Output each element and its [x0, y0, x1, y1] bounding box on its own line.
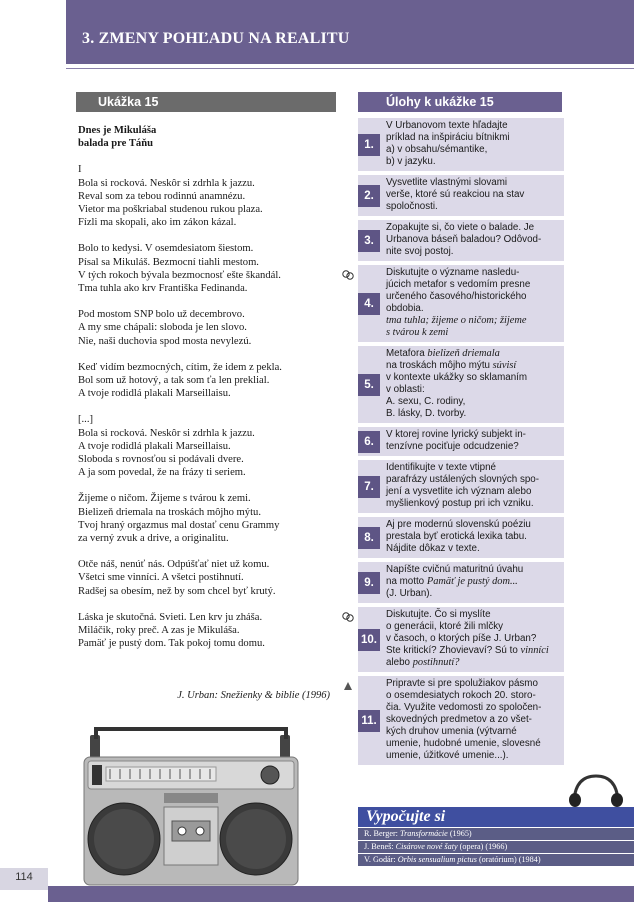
task-number: 3. — [358, 230, 380, 252]
task-number-cell — [358, 562, 380, 603]
task-line: Identifikujte v texte vtipné — [386, 462, 497, 473]
task-line: Diskutujte. Čo si myslíte — [386, 609, 491, 620]
task-item — [358, 460, 564, 513]
task-line: verše, ktoré sú reakciou na stav — [386, 189, 525, 200]
poem-line: Bolo to kedysi. V osemdesiatom šiestom. — [78, 243, 254, 255]
poem-line: Keď vidím bezmocných, cítim, že idem z pekla. — [78, 361, 282, 373]
task-line: Ste kritickí? Zhovievaví? Sú to vinníci — [386, 645, 549, 656]
task-line: o generácii, ktoré žili mlčky — [386, 621, 504, 632]
poem-title: Dnes je Mikuláša balada pre Táňu — [78, 125, 157, 150]
task-number-cell — [358, 265, 380, 342]
task-line: V ktorej rovine lyrický subjekt in- — [386, 429, 526, 440]
task-number-cell — [358, 517, 380, 558]
listen-item: V. Godár: Orbis sensualium pictus (oratórium) (1984) — [358, 854, 634, 866]
task-line: skovedných predmetov a zo všet- — [386, 714, 532, 725]
task-text — [380, 427, 564, 456]
task-line: v časoch, o ktorých píše J. Urban? — [386, 633, 537, 644]
task-number-cell — [358, 607, 380, 672]
task-text — [380, 265, 564, 342]
task-text — [380, 562, 564, 603]
task-item — [358, 265, 564, 342]
poem-line: Bielizeň driemala na troskách môjho mýtu. — [78, 506, 261, 518]
poem-attribution: J. Urban: Snežienky & biblie (1996) — [177, 690, 330, 701]
task-line: V Urbanovom texte hľadajte — [386, 120, 508, 131]
task-number-cell — [358, 118, 380, 171]
task-line: Urbanova báseň baladou? Odôvod- — [386, 234, 542, 245]
task-text — [380, 607, 564, 672]
poem-line: I — [78, 164, 82, 176]
task-number: 11. — [358, 710, 380, 732]
task-number: 10. — [358, 629, 380, 651]
poem-line: Tma tuhla ako krv Františka Fedinanda. — [78, 283, 248, 295]
task-line: jení a vysvetlite ich význam alebo — [386, 486, 532, 497]
task-text — [380, 676, 564, 765]
poem-line: Sloboda s rovnosťou si podávali dvere. — [78, 454, 244, 466]
task-line: Vysvetlite vlastnými slovami — [386, 177, 508, 188]
poem-line: A tvoje rodidlá plakali Marseillaisu. — [78, 440, 231, 452]
poem — [78, 124, 340, 651]
poem-line: Láska je skutočná. Svieti. Len krv ju zháša. — [78, 611, 263, 623]
left-margin — [0, 0, 48, 868]
task-item — [358, 427, 564, 456]
task-text — [380, 517, 564, 558]
poem-stanza — [78, 558, 340, 598]
task-item — [358, 220, 564, 261]
task-line: Pripravte si pre spolužiakov pásmo — [386, 678, 538, 689]
task-metaphor-line: s tvárou k zemi — [386, 327, 449, 338]
task-line: B. lásky, D. tvorby. — [386, 408, 467, 419]
task-line: v oblasti: — [386, 384, 425, 395]
task-line: Aj pre modernú slovenskú poéziu — [386, 519, 531, 530]
task-line: Metafora bielizeň driemala — [386, 348, 500, 359]
poem-line: Reval som za tebou rodinnú anamnézu. — [78, 190, 246, 202]
poem-stanza — [78, 361, 340, 401]
task-item — [358, 676, 564, 765]
footer-bar — [48, 886, 634, 902]
task-number: 4. — [358, 293, 380, 315]
poem-line: Pod mostom SNP bolo už decembrovo. — [78, 309, 245, 321]
task-line: kých druhov umenia (výtvarné — [386, 726, 517, 737]
listen-box — [358, 807, 634, 866]
task-text — [380, 175, 564, 216]
task-number: 8. — [358, 527, 380, 549]
task-number: 6. — [358, 431, 380, 453]
discussion-icon — [342, 611, 354, 623]
tasks-heading: Úlohy k ukážke 15 — [358, 92, 562, 112]
listen-heading: Vypočujte si — [358, 807, 634, 827]
task-line: prestala byť erotická lexika tabu. — [386, 531, 527, 542]
task-line: (J. Urban). — [386, 588, 433, 599]
task-item — [358, 118, 564, 171]
poem-stanza — [78, 611, 340, 651]
page-number: 114 — [15, 871, 33, 883]
task-line: a) v obsahu/sémantike, — [386, 144, 488, 155]
task-number: 2. — [358, 185, 380, 207]
discussion-icon — [342, 269, 354, 281]
poem-line: Tvoj hraný orgazmus mal dostať cenu Grammy — [78, 519, 280, 531]
task-line: A. sexu, C. rodiny, — [386, 396, 466, 407]
task-line: alebo postihnutí? — [386, 657, 460, 668]
poem-stanza — [78, 163, 340, 229]
task-line: myšlienkový postup pri ich vzniku. — [386, 498, 534, 509]
poem-line: Nie, naši duchovia spod mosta nevylezú. — [78, 335, 252, 347]
poem-line: Vietor ma poškriabal studenou rukou plaza. — [78, 204, 263, 216]
header-divider — [66, 68, 634, 69]
task-number-cell — [358, 460, 380, 513]
task-text — [380, 118, 564, 171]
cassette-radio-image — [80, 727, 302, 887]
poem-line: Žijeme o ničom. Žijeme s tvárou k zemi. — [78, 493, 251, 505]
task-line: na troskách môjho mýtu súvisí — [386, 360, 517, 371]
task-line: príklad na inšpiráciu bítnikmi — [386, 132, 510, 143]
task-number: 5. — [358, 374, 380, 396]
poem-line: A ja som povedal, že na frázy ti seriem. — [78, 467, 246, 479]
poem-line: [...] — [78, 414, 94, 426]
task-line: júcich metafor s vedomím presne — [386, 279, 531, 290]
poem-line: Písal sa Mikuláš. Bezmocní tiahli mestom. — [78, 256, 259, 268]
task-text — [380, 346, 564, 423]
poem-stanza — [78, 413, 340, 479]
poem-line: Radšej sa obesím, než by som chcel byť krutý. — [78, 585, 276, 597]
task-text — [380, 220, 564, 261]
task-line: Diskutujte o význame nasledu- — [386, 267, 520, 278]
poem-line: Bol som už hotový, a tak som ťa len preklial. — [78, 375, 270, 387]
poem-line: Bola si rocková. Neskôr si zdrhla k jazzu. — [78, 427, 255, 439]
task-number: 7. — [358, 476, 380, 498]
task-line: umenie, úžitkové umenie...). — [386, 750, 509, 761]
task-number-cell — [358, 676, 380, 765]
poem-line: Fízli ma skopali, ako im zákon kázal. — [78, 217, 237, 229]
listen-item: R. Berger: Transformácie (1965) — [358, 828, 634, 840]
headphones-image — [566, 772, 624, 808]
task-line: nite svoj postoj. — [386, 246, 454, 257]
task-item — [358, 562, 564, 603]
excerpt-heading: Ukážka 15 — [76, 92, 336, 112]
task-line: na motto Pamäť je pustý dom... — [386, 576, 518, 587]
poem-line: Otče náš, nenúť nás. Odpúšťať niet už komu. — [78, 559, 270, 571]
poem-line: za verný zvuk a drive, a originalitu. — [78, 533, 229, 545]
chapter-header — [66, 0, 634, 64]
task-number-cell — [358, 427, 380, 456]
poem-stanza — [78, 308, 340, 348]
poem-line: Všetci sme vinníci. A všetci postihnutí. — [78, 572, 244, 584]
task-line: čia. Využite vedomosti zo spoločen- — [386, 702, 542, 713]
task-text — [380, 460, 564, 513]
task-item — [358, 607, 564, 672]
task-metaphor-line: tma tuhla; žijeme o ničom; žijeme — [386, 315, 527, 326]
task-line: Nájdite dôkaz v texte. — [386, 543, 480, 554]
poem-line: Bola si rocková. Neskôr si zdrhla k jazzu. — [78, 177, 255, 189]
poem-line: A my sme chápali: sloboda je len slovo. — [78, 322, 247, 334]
task-number-cell — [358, 175, 380, 216]
poem-line: V tých rokoch bývala bezmocnosť ešte škandál. — [78, 269, 281, 281]
poem-stanza — [78, 492, 340, 545]
task-number: 1. — [358, 134, 380, 156]
task-line: obdobia. — [386, 303, 424, 314]
listen-item: J. Beneš: Cisárove nové šaty (opera) (1966) — [358, 841, 634, 853]
task-number-cell — [358, 346, 380, 423]
task-line: parafrázy ustálených slovných spo- — [386, 474, 540, 485]
task-number: 9. — [358, 572, 380, 594]
task-line: o osemdesiatych rokoch 20. storo- — [386, 690, 536, 701]
task-line: tenzívne pociťuje odcudzenie? — [386, 441, 519, 452]
poem-line: Pamäť je pustý dom. Tak pokoj tomu domu. — [78, 638, 265, 650]
task-line: v kontexte ukážky so sklamaním — [386, 372, 528, 383]
task-line: umenie, hudobné umenie, slovesné — [386, 738, 541, 749]
chapter-title: 3. ZMENY POHĽADU NA REALITU — [82, 30, 350, 47]
task-number-cell — [358, 220, 380, 261]
task-item — [358, 346, 564, 423]
task-line: b) v jazyku. — [386, 156, 436, 167]
task-item — [358, 175, 564, 216]
task-list — [358, 118, 564, 769]
poem-stanzas — [78, 163, 340, 650]
poem-line: Miláčik, roky preč. A zas je Mikuláša. — [78, 625, 240, 637]
task-line: Napíšte cvičnú maturitnú úvahu — [386, 564, 524, 575]
task-line: spoločnosti. — [386, 201, 438, 212]
poem-stanza — [78, 242, 340, 295]
poem-line: A tvoje rodidlá plakali Marseillaisu. — [78, 388, 231, 400]
project-icon — [342, 680, 354, 692]
task-line: určeného časového/historického — [386, 291, 527, 302]
task-item — [358, 517, 564, 558]
task-line: Zopakujte si, čo viete o balade. Je — [386, 222, 535, 233]
